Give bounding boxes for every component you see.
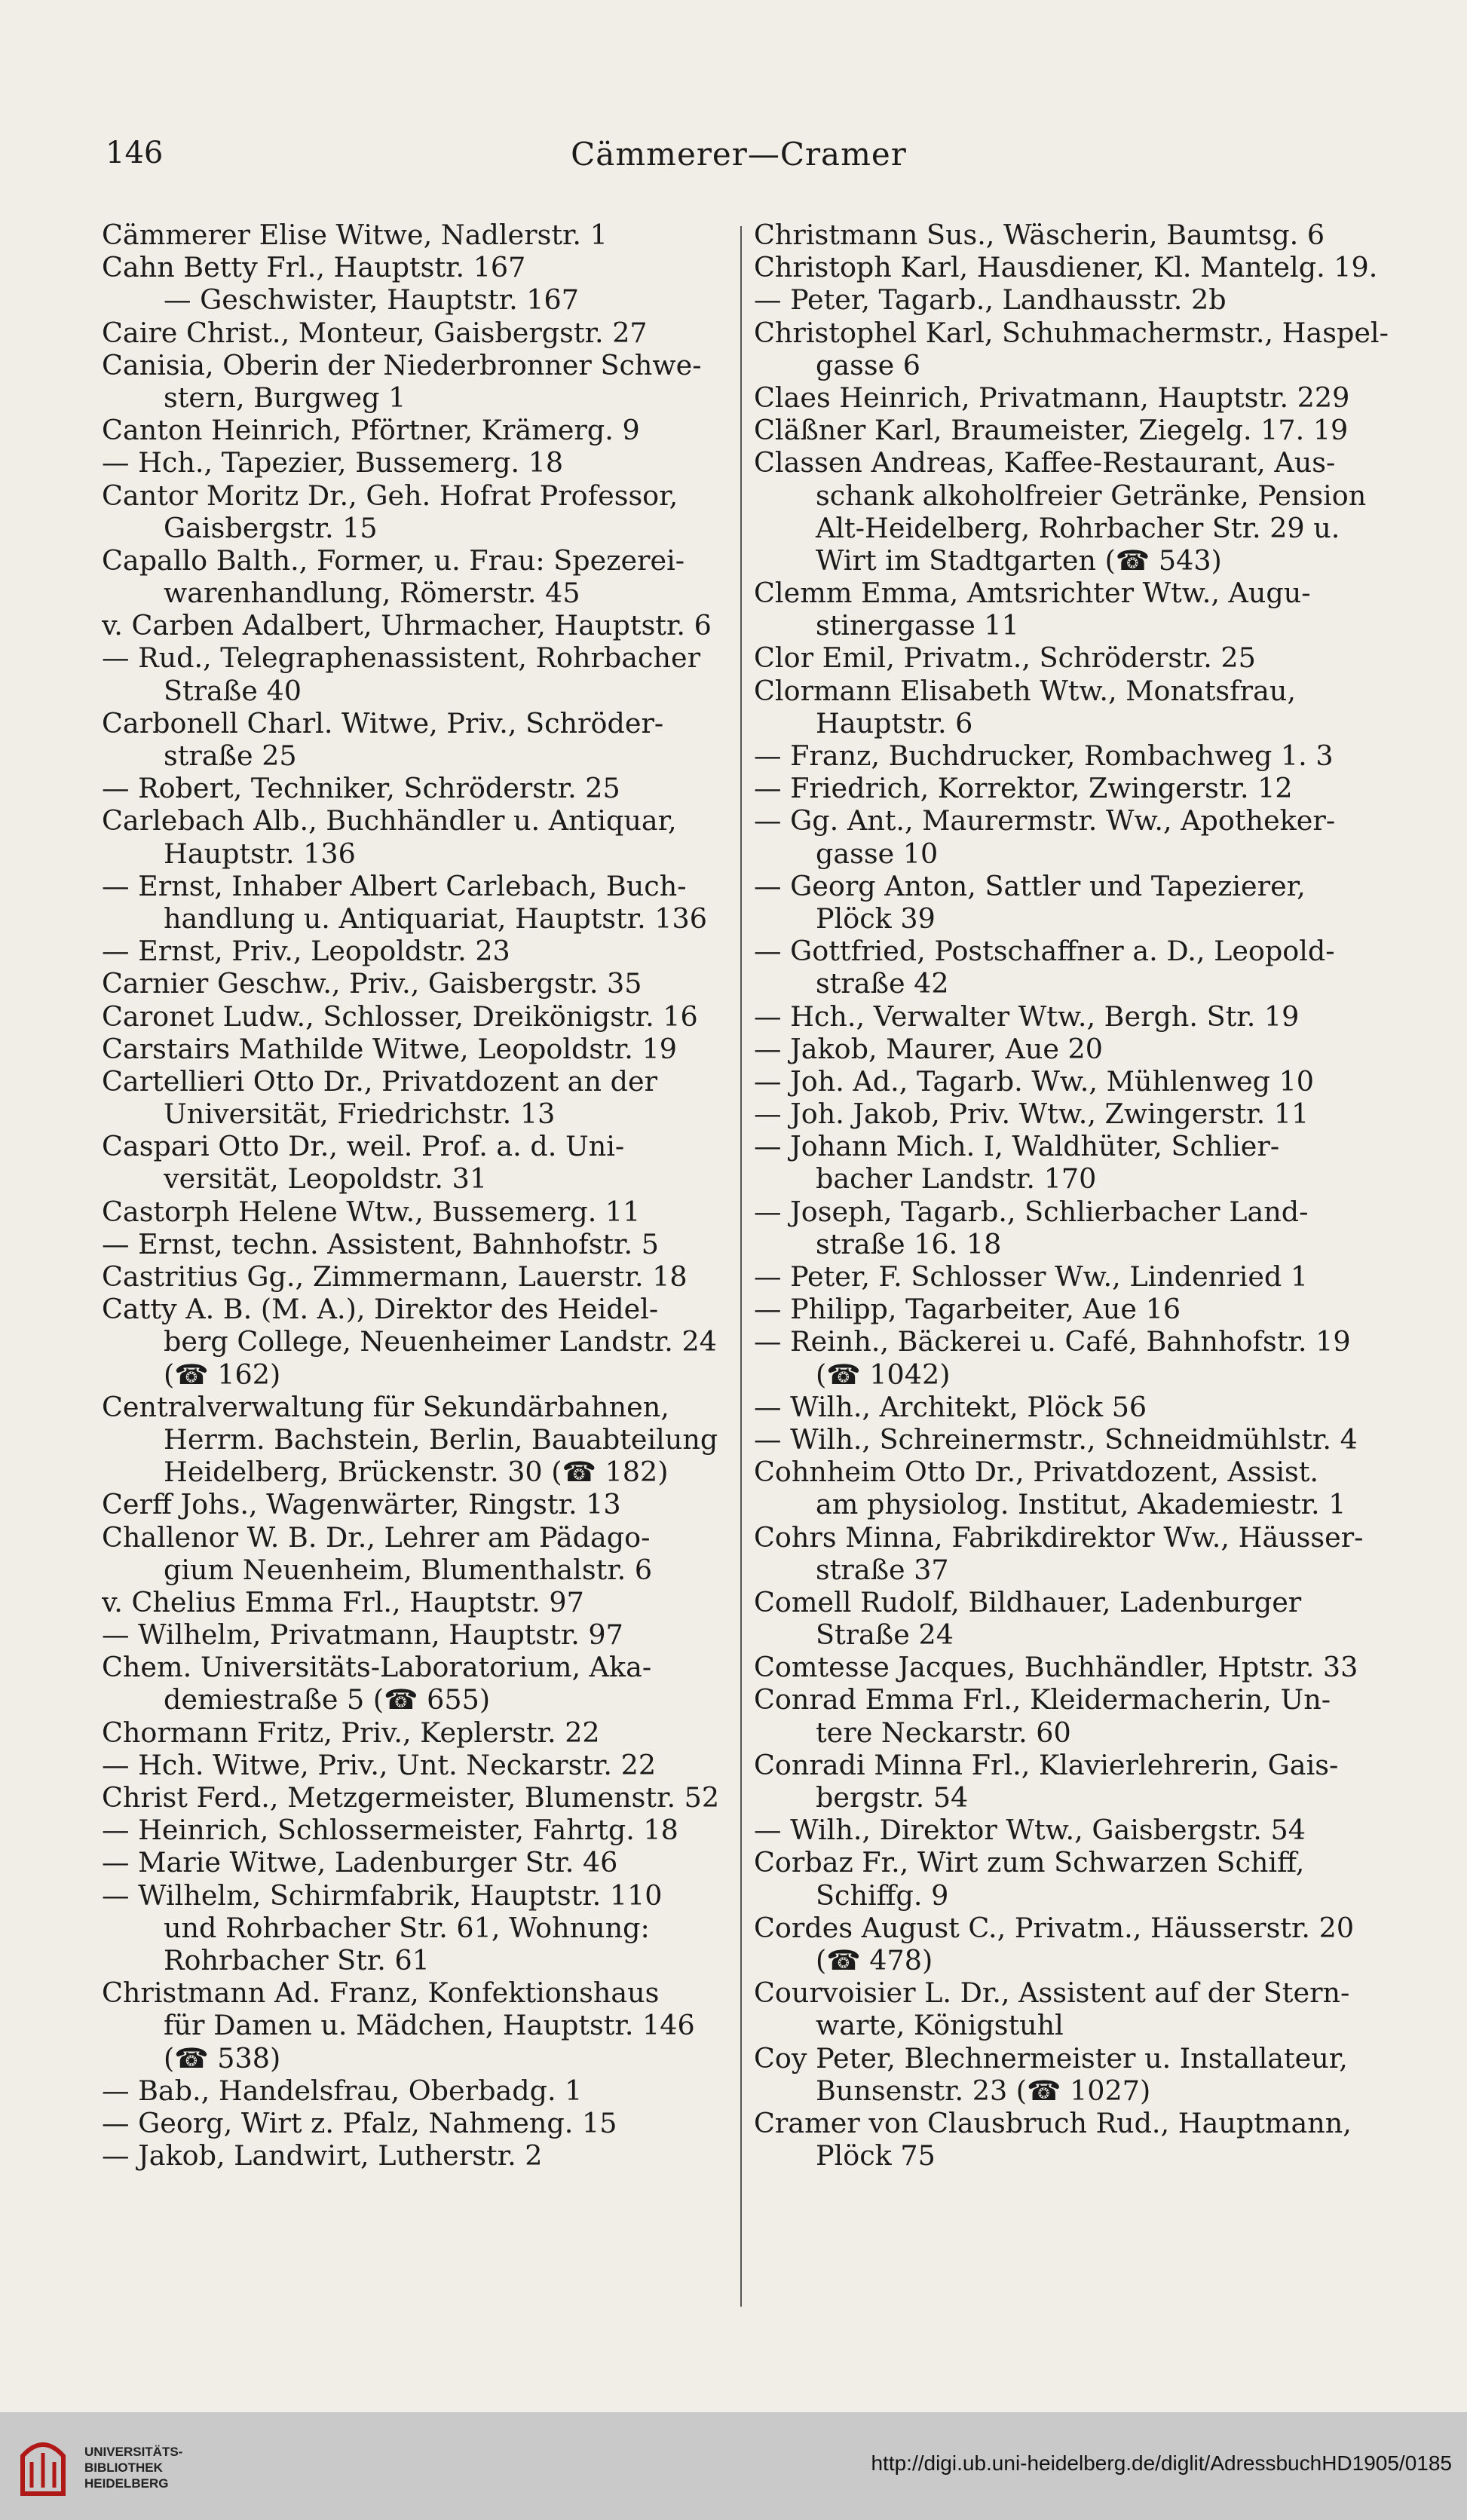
directory-entry-line: — Ernst, Inhaber Albert Carlebach, Buch- [102, 869, 687, 902]
directory-entry-line: warte, Königstuhl [816, 2009, 1064, 2042]
directory-entry-line: Christoph Karl, Hausdiener, Kl. Mantelg. 19. [754, 251, 1378, 284]
right-column [754, 219, 1395, 2172]
directory-entry-line: Straße 24 [816, 1618, 954, 1652]
directory-entry-line: — Wilhelm, Privatmann, Hauptstr. 97 [102, 1618, 623, 1652]
directory-entry-line: — Gg. Ant., Maurermstr. Ww., Apotheker- [754, 804, 1336, 837]
directory-entry-line: Castritius Gg., Zimmermann, Lauerstr. 18 [102, 1260, 688, 1293]
directory-entry-line: Caspari Otto Dr., weil. Prof. a. d. Uni- [102, 1130, 625, 1163]
directory-entry-line: Comell Rudolf, Bildhauer, Ladenburger [754, 1585, 1302, 1618]
directory-entry-line: Cläßner Karl, Braumeister, Ziegelg. 17. 19 [754, 414, 1349, 447]
directory-entry-line: (☎ 478) [816, 1943, 933, 1977]
directory-entry-line: stinergasse 11 [816, 609, 1019, 642]
library-name-line: UNIVERSITÄTS- [84, 2445, 183, 2459]
directory-entry-line: — Ernst, Priv., Leopoldstr. 23 [102, 935, 510, 968]
directory-entry-line: Gaisbergstr. 15 [164, 511, 378, 544]
library-name-line: BIBLIOTHEK [84, 2460, 163, 2475]
column-divider [740, 226, 742, 2307]
directory-entry-line: Herrm. Bachstein, Berlin, Bauabteilung [164, 1422, 718, 1456]
directory-entry-line: Carbonell Charl. Witwe, Priv., Schröder- [102, 706, 664, 739]
directory-entry-line: Courvoisier L. Dr., Assistent auf der Stern- [754, 1977, 1350, 2010]
directory-entry-line: Universität, Friedrichstr. 13 [164, 1098, 556, 1131]
directory-entry-line: Cordes August C., Privatm., Häusserstr. 20 [754, 1911, 1355, 1944]
directory-entry-line: — Marie Witwe, Ladenburger Str. 46 [102, 1846, 618, 1879]
directory-entry-line: Straße 40 [164, 674, 302, 707]
left-column [102, 219, 743, 2172]
directory-entry-line: — Reinh., Bäckerei u. Café, Bahnhofstr. 19 [754, 1325, 1351, 1358]
directory-entry-line: v. Chelius Emma Frl., Hauptstr. 97 [102, 1585, 584, 1618]
directory-entry-line: (☎ 1042) [816, 1358, 951, 1391]
directory-entry-line: — Georg Anton, Sattler und Tapezierer, [754, 869, 1306, 902]
directory-entry-line: — Peter, Tagarb., Landhausstr. 2b [754, 283, 1227, 317]
directory-entry-line: Caire Christ., Monteur, Gaisbergstr. 27 [102, 316, 648, 349]
directory-entry-line: Cämmerer Elise Witwe, Nadlerstr. 1 [102, 219, 608, 251]
directory-entry-line: Clemm Emma, Amtsrichter Wtw., Augu- [754, 577, 1311, 610]
directory-entry-line: schank alkoholfreier Getränke, Pension [816, 479, 1367, 512]
directory-entry-line: Christophel Karl, Schuhmachermstr., Haspel- [754, 316, 1389, 349]
directory-entry-line: Clormann Elisabeth Wtw., Monatsfrau, [754, 674, 1296, 707]
directory-entry-line: Claes Heinrich, Privatmann, Hauptstr. 229 [754, 381, 1350, 414]
directory-entry-line: Clor Emil, Privatm., Schröderstr. 25 [754, 641, 1256, 675]
directory-entry-line: Christmann Sus., Wäscherin, Baumtsg. 6 [754, 219, 1325, 251]
directory-entry-line: demiestraße 5 (☎ 655) [164, 1683, 491, 1716]
directory-entry-line: — Geschwister, Hauptstr. 167 [164, 283, 579, 317]
directory-entry-line: Cohnheim Otto Dr., Privatdozent, Assist. [754, 1456, 1319, 1489]
directory-entry-line: handlung u. Antiquariat, Hauptstr. 136 [164, 902, 707, 935]
directory-entry-line: gasse 6 [816, 348, 921, 381]
directory-entry-line: Cartellieri Otto Dr., Privatdozent an der [102, 1064, 658, 1098]
directory-entry-line: Carnier Geschw., Priv., Gaisbergstr. 35 [102, 967, 642, 1000]
directory-entry-line: straße 42 [816, 967, 949, 1000]
page-number: 146 [106, 136, 164, 170]
directory-entry-line: Chormann Fritz, Priv., Keplerstr. 22 [102, 1716, 600, 1749]
directory-entry-line: Wirt im Stadtgarten (☎ 543) [816, 543, 1222, 577]
directory-entry-line: am physiolog. Institut, Akademiestr. 1 [816, 1488, 1346, 1521]
directory-entry-line: warenhandlung, Römerstr. 45 [164, 577, 580, 610]
directory-entry-line: Hauptstr. 136 [164, 837, 356, 870]
directory-entry-line: straße 16. 18 [816, 1227, 1002, 1260]
directory-entry-line: — Hch., Verwalter Wtw., Bergh. Str. 19 [754, 1000, 1300, 1033]
directory-entry-line: Cahn Betty Frl., Hauptstr. 167 [102, 251, 526, 284]
directory-entry-line: — Ernst, techn. Assistent, Bahnhofstr. 5 [102, 1227, 659, 1260]
directory-entry-line: Christ Ferd., Metzgermeister, Blumenstr. 52 [102, 1781, 720, 1814]
directory-entry-line: Conrad Emma Frl., Kleidermacherin, Un- [754, 1683, 1331, 1716]
directory-entry-line: v. Carben Adalbert, Uhrmacher, Hauptstr. 6 [102, 609, 712, 642]
directory-entry-line: für Damen u. Mädchen, Hauptstr. 146 [164, 2009, 695, 2042]
directory-entry-line: Heidelberg, Brückenstr. 30 (☎ 182) [164, 1456, 669, 1489]
directory-entry-line: Christmann Ad. Franz, Konfektionshaus [102, 1977, 660, 2010]
directory-entry-line: bacher Landstr. 170 [816, 1162, 1097, 1196]
directory-entry-line: Capallo Balth., Former, u. Frau: Spezerei- [102, 543, 685, 577]
directory-entry-line: — Franz, Buchdrucker, Rombachweg 1. 3 [754, 739, 1334, 772]
directory-entry-line: — Gottfried, Postschaffner a. D., Leopold- [754, 935, 1335, 968]
directory-entry-line: Alt-Heidelberg, Rohrbacher Str. 29 u. [816, 511, 1340, 544]
directory-entry-line: — Wilh., Schreinermstr., Schneidmühlstr. 4 [754, 1422, 1358, 1456]
directory-entry-line: Schiffg. 9 [816, 1879, 949, 1912]
directory-entry-line: Plöck 39 [816, 902, 936, 935]
directory-entry-line: — Joh. Ad., Tagarb. Ww., Mühlenweg 10 [754, 1064, 1315, 1098]
directory-entry-line: Conradi Minna Frl., Klavierlehrerin, Gais- [754, 1748, 1339, 1781]
directory-entry-line: gium Neuenheim, Blumenthalstr. 6 [164, 1553, 653, 1586]
library-name [84, 2444, 182, 2491]
directory-entry-line: versität, Leopoldstr. 31 [164, 1162, 488, 1196]
directory-entry-line: Carstairs Mathilde Witwe, Leopoldstr. 19 [102, 1032, 677, 1065]
directory-entry-line: — Wilh., Direktor Wtw., Gaisbergstr. 54 [754, 1814, 1306, 1847]
directory-entry-line: — Jakob, Landwirt, Lutherstr. 2 [102, 2139, 543, 2172]
directory-entry-line: Cerff Johs., Wagenwärter, Ringstr. 13 [102, 1488, 621, 1521]
directory-entry-line: Classen Andreas, Kaffee-Restaurant, Aus- [754, 446, 1336, 479]
directory-entry-line: (☎ 538) [164, 2041, 281, 2074]
directory-entry-line: — Hch. Witwe, Priv., Unt. Neckarstr. 22 [102, 1748, 657, 1781]
library-seal-icon [17, 2433, 69, 2501]
directory-entry-line: — Robert, Techniker, Schröderstr. 25 [102, 772, 620, 805]
directory-entry-line: Catty A. B. (M. A.), Direktor des Heidel- [102, 1293, 659, 1326]
directory-entry-line: (☎ 162) [164, 1358, 281, 1391]
directory-entry-line: bergstr. 54 [816, 1781, 969, 1814]
directory-entry-line: Cohrs Minna, Fabrikdirektor Ww., Häusser- [754, 1520, 1364, 1554]
directory-entry-line: — Joh. Jakob, Priv. Wtw., Zwingerstr. 11 [754, 1098, 1309, 1131]
directory-entry-line: — Philipp, Tagarbeiter, Aue 16 [754, 1293, 1181, 1326]
directory-entry-line: — Joseph, Tagarb., Schlierbacher Land- [754, 1195, 1309, 1228]
source-url-link[interactable]: http://digi.ub.uni-heidelberg.de/diglit/AdressbuchHD1905/0185 [871, 2451, 1452, 2475]
directory-entry-line: — Wilh., Architekt, Plöck 56 [754, 1390, 1147, 1423]
library-name-line: HEIDELBERG [84, 2476, 169, 2491]
directory-entry-line: Canton Heinrich, Pförtner, Krämerg. 9 [102, 414, 640, 447]
footer-bar [0, 2412, 1467, 2520]
directory-entry-line: — Georg, Wirt z. Pfalz, Nahmeng. 15 [102, 2106, 617, 2139]
directory-entry-line: — Bab., Handelsfrau, Oberbadg. 1 [102, 2074, 583, 2107]
directory-entry-line: Carlebach Alb., Buchhändler u. Antiquar, [102, 804, 677, 837]
directory-entry-line: Challenor W. B. Dr., Lehrer am Pädago- [102, 1520, 651, 1554]
directory-entry-line: Centralverwaltung für Sekundärbahnen, [102, 1390, 669, 1423]
directory-entry-line: Comtesse Jacques, Buchhändler, Hptstr. 33 [754, 1651, 1358, 1684]
directory-entry-line: Castorph Helene Wtw., Bussemerg. 11 [102, 1195, 641, 1228]
directory-entry-line: — Johann Mich. I, Waldhüter, Schlier- [754, 1130, 1280, 1163]
directory-entry-line: — Jakob, Maurer, Aue 20 [754, 1032, 1104, 1065]
directory-entry-line: — Rud., Telegraphenassistent, Rohrbacher [102, 641, 701, 675]
directory-entry-line: — Hch., Tapezier, Bussemerg. 18 [102, 446, 564, 479]
directory-entry-line: Canisia, Oberin der Niederbronner Schwe- [102, 348, 702, 381]
directory-entry-line: Cantor Moritz Dr., Geh. Hofrat Professor, [102, 479, 678, 512]
directory-entry-line: tere Neckarstr. 60 [816, 1716, 1071, 1749]
directory-entry-line: Corbaz Fr., Wirt zum Schwarzen Schiff, [754, 1846, 1305, 1879]
directory-entry-line: Plöck 75 [816, 2139, 936, 2172]
directory-entry-line: und Rohrbacher Str. 61, Wohnung: [164, 1911, 650, 1944]
directory-entry-line: gasse 10 [816, 837, 939, 870]
running-head: Cämmerer—Cramer [571, 136, 907, 173]
directory-entry-line: Coy Peter, Blechnermeister u. Installateur, [754, 2041, 1348, 2074]
directory-entry-line: Rohrbacher Str. 61 [164, 1943, 430, 1977]
directory-entry-line: stern, Burgweg 1 [164, 381, 406, 414]
directory-entry-line: Chem. Universitäts-Laboratorium, Aka- [102, 1651, 652, 1684]
page-header [106, 136, 1372, 181]
directory-entry-line: Caronet Ludw., Schlosser, Dreikönigstr. 16 [102, 1000, 698, 1033]
directory-entry-line: — Friedrich, Korrektor, Zwingerstr. 12 [754, 772, 1293, 805]
directory-entry-line: — Peter, F. Schlosser Ww., Lindenried 1 [754, 1260, 1309, 1293]
directory-entry-line: — Wilhelm, Schirmfabrik, Hauptstr. 110 [102, 1879, 663, 1912]
directory-entry-line: straße 25 [164, 739, 297, 772]
directory-entry-line: straße 37 [816, 1553, 949, 1586]
directory-entry-line: berg College, Neuenheimer Landstr. 24 [164, 1325, 717, 1358]
directory-entry-line: — Heinrich, Schlossermeister, Fahrtg. 18 [102, 1814, 678, 1847]
directory-entry-line: Hauptstr. 6 [816, 706, 973, 739]
directory-entry-line: Bunsenstr. 23 (☎ 1027) [816, 2074, 1151, 2107]
directory-entry-line: Cramer von Clausbruch Rud., Hauptmann, [754, 2106, 1352, 2139]
